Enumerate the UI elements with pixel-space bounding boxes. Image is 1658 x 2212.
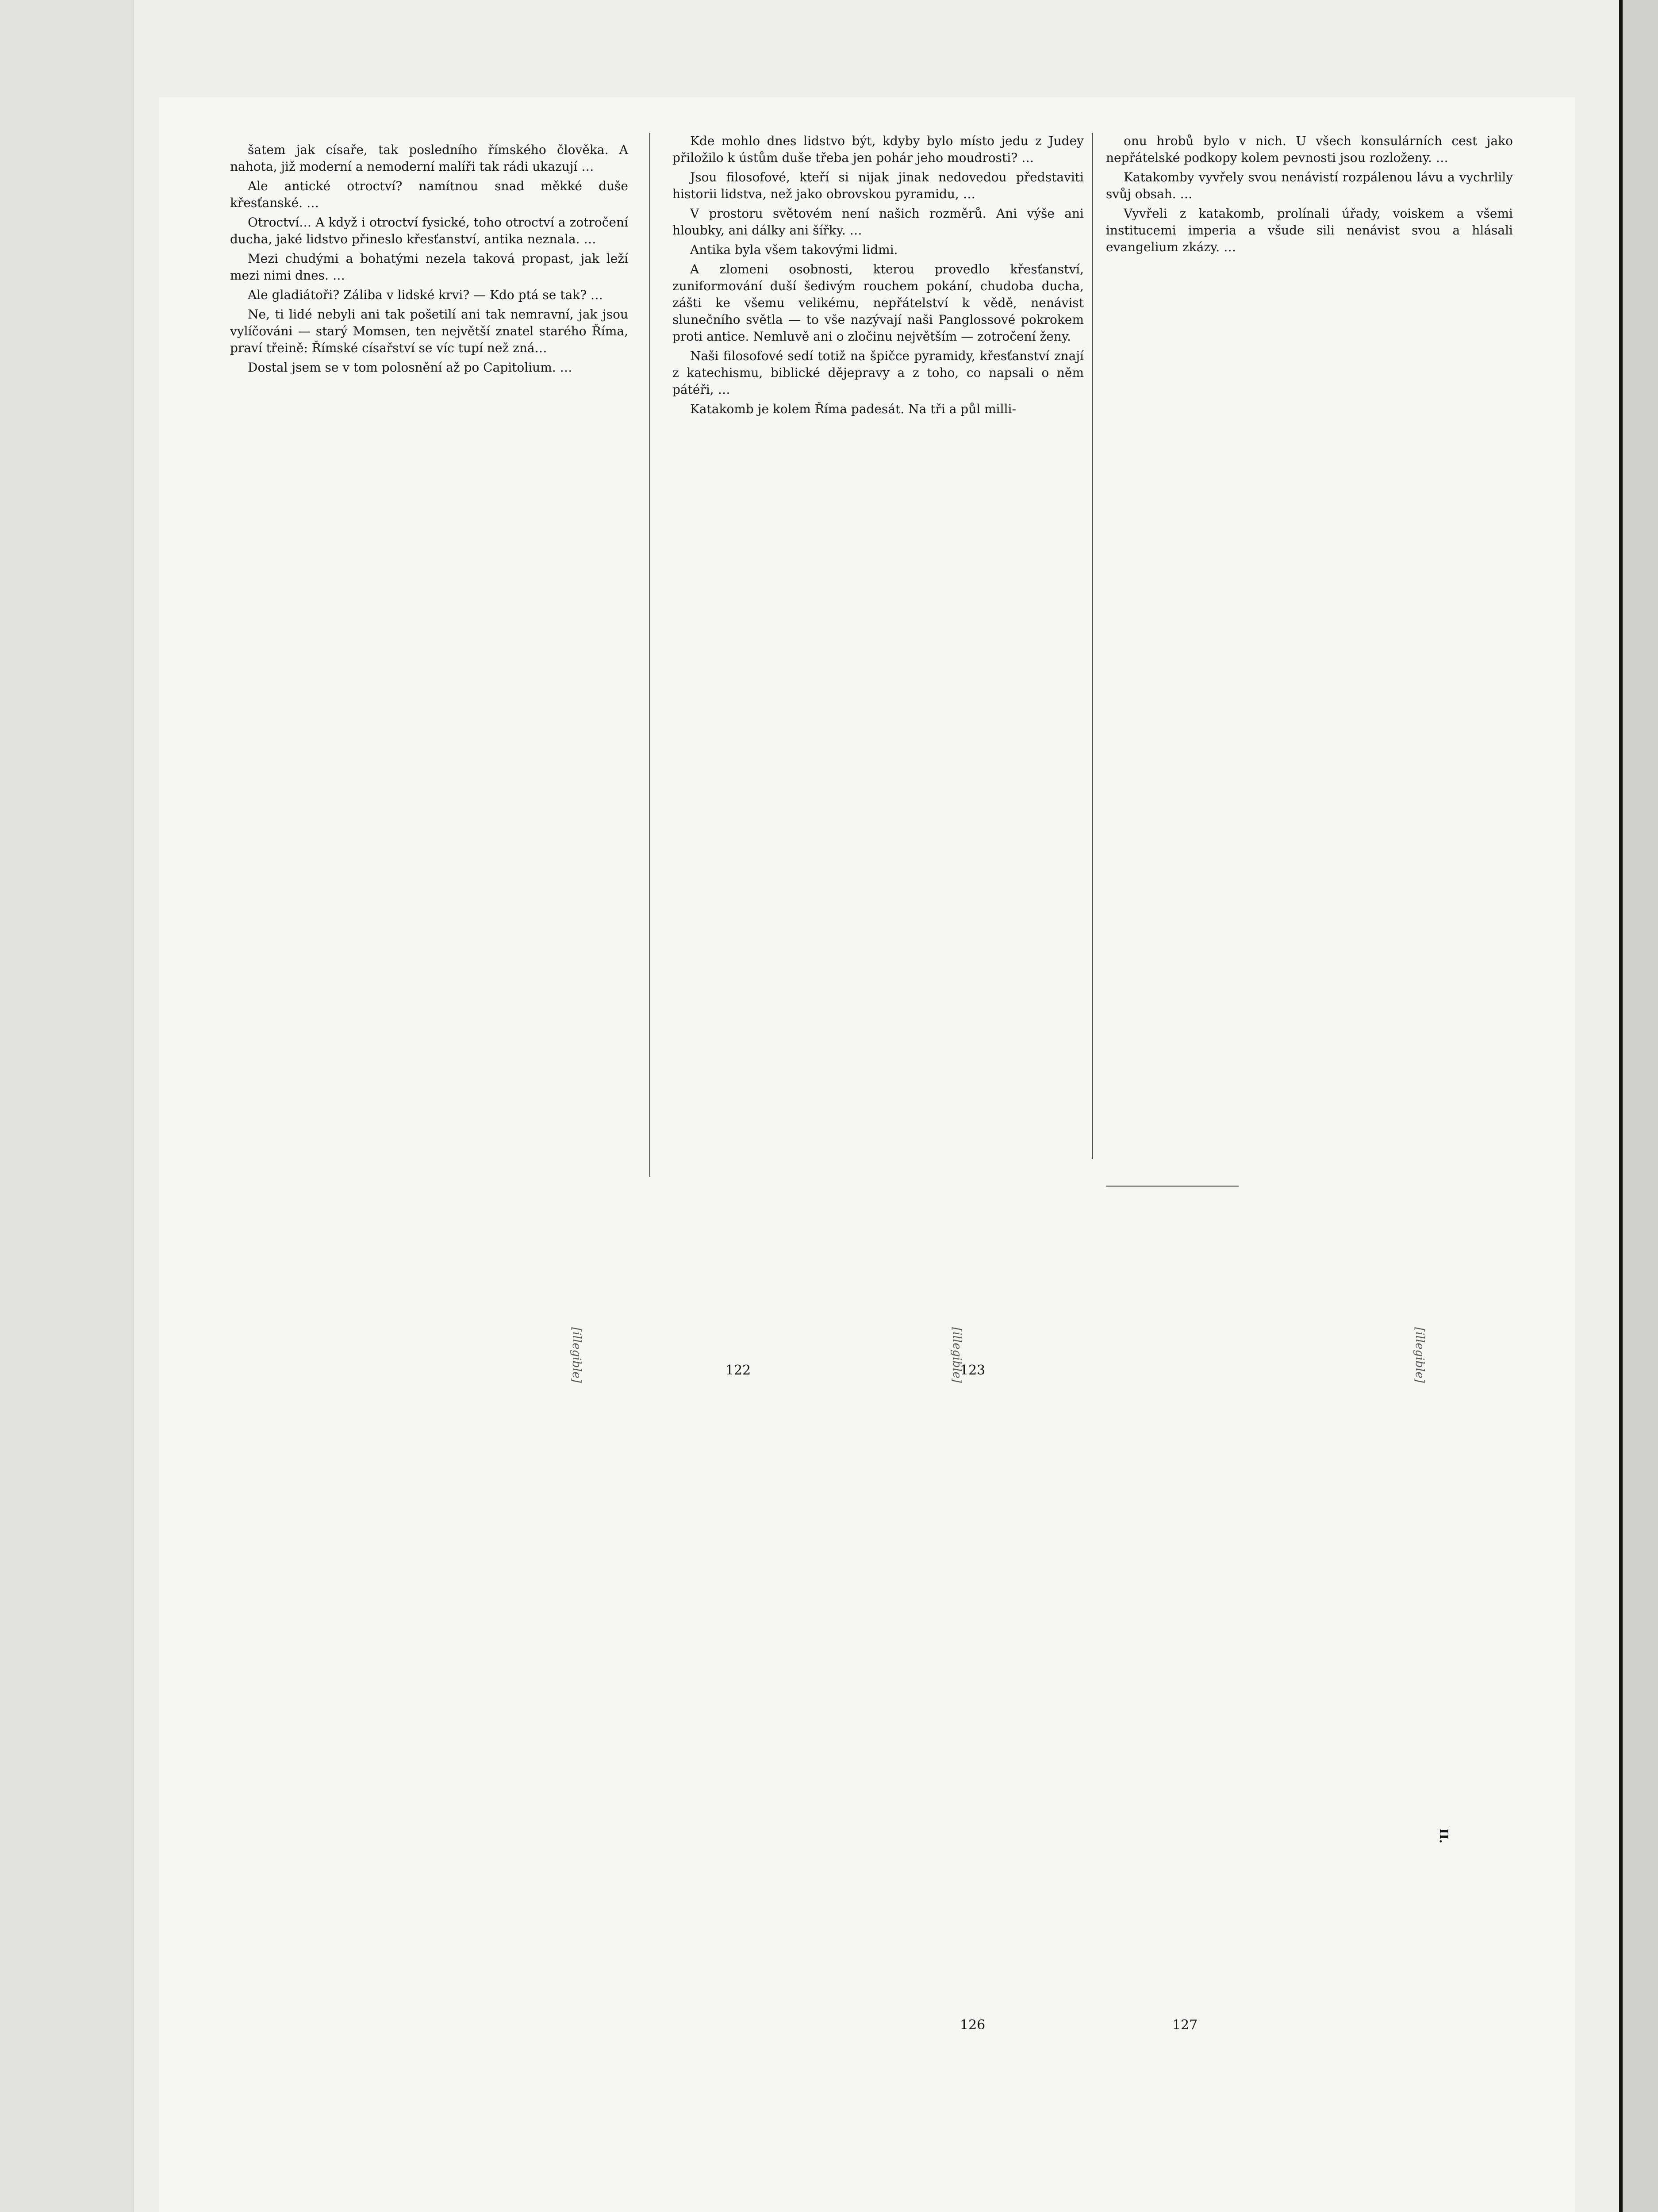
top-column-3 bbox=[1106, 133, 1513, 258]
rotated-text-left bbox=[569, 1327, 584, 2212]
rotated-paragraph: [illegible] bbox=[950, 1327, 963, 1383]
paragraph: Kde mohlo dnes lidstvo být, kdyby bylo místo jedu z Judey přiložilo k ústům duše třeba jen pohár jeho moudrosti? … bbox=[672, 134, 1084, 165]
paragraph: Mezi chudými a bohatými nezela taková propast, jak leží mezi nimi dnes. … bbox=[230, 251, 628, 283]
paragraph: A zlomeni osobnosti, kterou provedlo křesťanství, zuniformování duší šedivým rouchem pokání, chudoba ducha, zášti ke všemu velikému, nepřátelství k vědě, nenávist slunečního světla — to vše nazývají naši Panglossové pokrokem proti antice. Nemluvě ani o zločinu největším — zotročení ženy. bbox=[672, 262, 1084, 344]
page-number: 127 bbox=[1172, 2017, 1198, 2033]
rotated-paragraph: [illegible] bbox=[570, 1327, 583, 1383]
top-column-1 bbox=[230, 142, 628, 379]
paragraph: Jsou filosofové, kteří si nijak jinak nedovedou představiti historii lidstva, než jako obrovskou pyramidu, … bbox=[672, 170, 1084, 201]
section-heading: II. bbox=[1437, 1828, 1450, 1843]
page-number: 123 bbox=[960, 1363, 986, 1378]
column-divider bbox=[1092, 133, 1093, 1159]
column-divider bbox=[649, 133, 650, 1177]
paragraph: Katakomb je kolem Říma padesát. Na tři a půl milli- bbox=[690, 402, 1016, 416]
paragraph: Naši filosofové sedí totiž na špičce pyramidy, křesťanství znají z katechismu, biblické dějepravy a z toho, co napsali o něm pátéři, … bbox=[672, 349, 1084, 397]
page-number: 126 bbox=[960, 2017, 986, 2033]
page-number: 122 bbox=[725, 1363, 751, 1378]
paragraph: Antika byla všem takovými lidmi. bbox=[690, 242, 898, 257]
paragraph: Ale gladiátoři? Záliba v lidské krvi? — Kdo ptá se tak? … bbox=[248, 288, 603, 302]
paragraph: Vyvřeli z katakomb, prolínali úřady, voiskem a všemi institucemi imperia a všude sili nenávist svou a hlásali evangelium zkázy. … bbox=[1106, 206, 1513, 254]
paragraph: Dostal jsem se v tom polosnění až po Capitolium. … bbox=[248, 360, 572, 375]
paragraph: šatem jak císaře, tak posledního římského člověka. A nahota, již moderní a nemoderní malíři tak rádi ukazují … bbox=[230, 142, 628, 174]
section-rule bbox=[1106, 1186, 1239, 1187]
paragraph: onu hrobů bylo v nich. U všech konsulárních cest jako nepřátelské podkopy kolem pevnosti jsou rozloženy. … bbox=[1106, 134, 1513, 165]
rotated-paragraph: [illegible] bbox=[1413, 1327, 1426, 1383]
right-page-edge bbox=[1619, 0, 1658, 2212]
paragraph: Ne, ti lidé nebyli ani tak pošetilí ani tak nemravní, jak jsou vylíčováni — starý Momsen, ten největší znatel starého Říma, praví třeině: Římské císařství se víc tupí než zná… bbox=[230, 307, 628, 355]
paragraph: Katakomby vyvřely svou nenávistí rozpálenou lávu a vychrlily svůj obsah. … bbox=[1106, 170, 1513, 201]
top-column-2 bbox=[672, 133, 1084, 420]
paragraph: Ale antické otroctví? namítnou snad měkké duše křesťanské. … bbox=[230, 179, 628, 210]
paragraph: V prostoru světovém není našich rozměrů. Ani výše ani hloubky, ani dálky ani šířky. … bbox=[672, 206, 1084, 238]
rotated-text-middle bbox=[949, 1327, 964, 2212]
paragraph: Otroctví… A když i otroctví fysické, toho otroctví a zotročení ducha, jaké lidstvo přineslo křesťanství, antika neznala. … bbox=[230, 215, 628, 246]
rotated-text-right bbox=[1412, 1327, 1460, 2212]
left-page-edge bbox=[0, 0, 134, 2212]
